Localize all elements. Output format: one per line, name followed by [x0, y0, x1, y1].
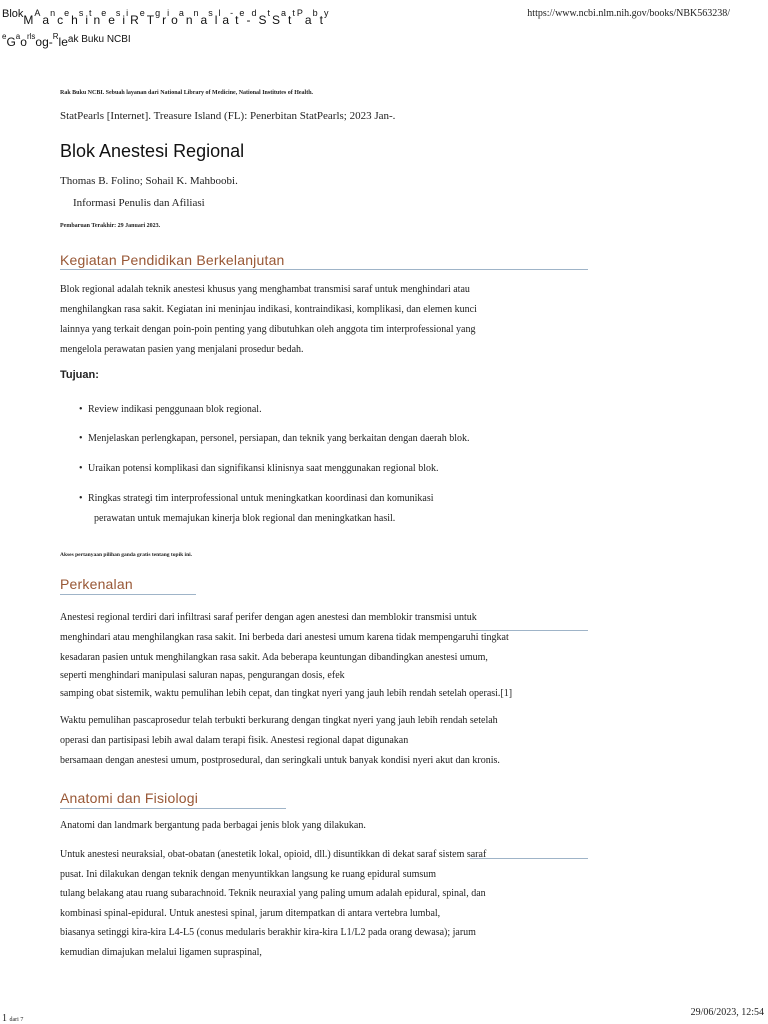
list-item: • Ringkas strategi tim interprofessional untuk meningkatkan koordinasi dan komunikasi perawatan untuk memajukan kinerja blok regional dan meningkatkan hasil.: [79, 493, 434, 524]
paragraph: Anatomi dan landmark bergantung pada berbagai jenis blok yang dilakukan.: [60, 820, 366, 831]
section-rule: [470, 858, 588, 859]
last-updated: Pembaruan Terakhir: 29 Januari 2023.: [60, 223, 161, 229]
print-timestamp: 29/06/2023, 12:54: [690, 1007, 764, 1018]
document-header-title: [2, 6, 331, 60]
authors[interactable]: Thomas B. Folino; Sohail K. Mahboobi.: [60, 175, 238, 187]
page-number: 1: [2, 1013, 7, 1024]
citation: StatPearls [Internet]. Treasure Island (FL): Penerbitan StatPearls; 2023 Jan-.: [60, 110, 396, 122]
header-title-line-2: $^eG^ao^{rls}og-^Rleak$ Buku NCBI: [2, 32, 131, 49]
list-item: • Uraikan potensi komplikasi dan signifikansi klinisnya saat menggunakan regional blok.: [79, 463, 439, 474]
page-total: dari 7: [9, 1017, 24, 1023]
section-rule: [60, 594, 196, 595]
ncbi-bookshelf-line: Rak Buku NCBI. Sebuah layanan dari National Library of Medicine, National Institutes of Health.: [60, 90, 314, 96]
header-title-line-1: BlokMAancehsitneesiiReTgrioannaslla-te-dStSattPabty: [2, 8, 331, 27]
paragraph: Untuk anestesi neuraksial, obat-obatan (anestetik lokal, opioid, dll.) disuntikkan di dekat saraf sistem saraf pusat. Ini dilakukan dengan teknik dengan menyuntikkan langsung ke ruang epidural sumsum tulang belakang atau ruang subarachnoid. Teknik neuraxial yang paling umum adalah epidural, spinal, dan kombinasi spinal-epidural. Untuk anestesi spinal, jarum ditempatkan di antara vertebra lumbal, biasanya setinggi kira-kira L4-L5 (conus medularis berakhir kira-kira L1/L2 pada orang dewasa); jarum kemudian dimajukan melalui ligamen supraspinal,: [60, 849, 487, 958]
page-title: Blok Anestesi Regional: [60, 141, 245, 161]
section-heading-continuing-education: Kegiatan Pendidikan Berkelanjutan: [60, 252, 285, 268]
section-heading-introduction: Perkenalan: [60, 576, 133, 592]
paragraph: Anestesi regional terdiri dari infiltrasi saraf perifer dengan agen anestesi dan memblokir transmisi untuk menghindari atau menghilangkan rasa sakit. Ini berbeda dari anestesi umum karena tidak mempengaruhi tingkat kesadaran pasien untuk menghilangkan rasa sakit. Ada beberapa keuntungan dibandingkan anestesi umum, seperti menghindari manipulasi saluran napas, pengurangan dosis, efek samping obat sistemik, waktu pemulihan lebih cepat, dan tingkat nyeri yang jauh lebih rendah setelah operasi.[1]: [60, 612, 513, 699]
author-info-link[interactable]: Informasi Penulis dan Afiliasi: [73, 197, 205, 209]
section-heading-anatomy: Anatomi dan Fisiologi: [60, 790, 199, 806]
page-counter: [2, 1013, 23, 1024]
free-questions-link[interactable]: Akses pertanyaan pilihan ganda gratis tentang topik ini.: [60, 552, 193, 558]
section-rule: [60, 808, 286, 809]
objectives-label: Tujuan:: [60, 369, 99, 381]
section-rule: [60, 269, 588, 270]
list-item: • Menjelaskan perlengkapan, personel, persiapan, dan teknik yang berkaitan dengan daerah blok.: [79, 433, 470, 444]
paragraph: Waktu pemulihan pascaprosedur telah terbukti berkurang dengan tingkat nyeri yang jauh lebih rendah setelah operasi dan partisipasi lebih awal dalam terapi fisik. Anestesi regional dapat digunakan bersamaan dengan anestesi umum, postprosedural, dan seringkali untuk banyak kondisi nyeri akut dan kronis.: [60, 715, 500, 766]
paragraph: Blok regional adalah teknik anestesi khusus yang menghambat transmisi saraf untuk menghindari atau menghilangkan rasa sakit. Kegiatan ini meninjau indikasi, kontraindikasi, komplikasi, dan elemen kunci lainnya yang terkait dengan poin-poin penting yang dibutuhkan oleh anggota tim interprofessional yang mengelola perawatan pasien yang menjalani prosedur bedah.: [60, 284, 477, 355]
page-url[interactable]: https://www.ncbi.nlm.nih.gov/books/NBK563238/: [527, 8, 730, 19]
list-item: • Review indikasi penggunaan blok regional.: [79, 404, 262, 415]
